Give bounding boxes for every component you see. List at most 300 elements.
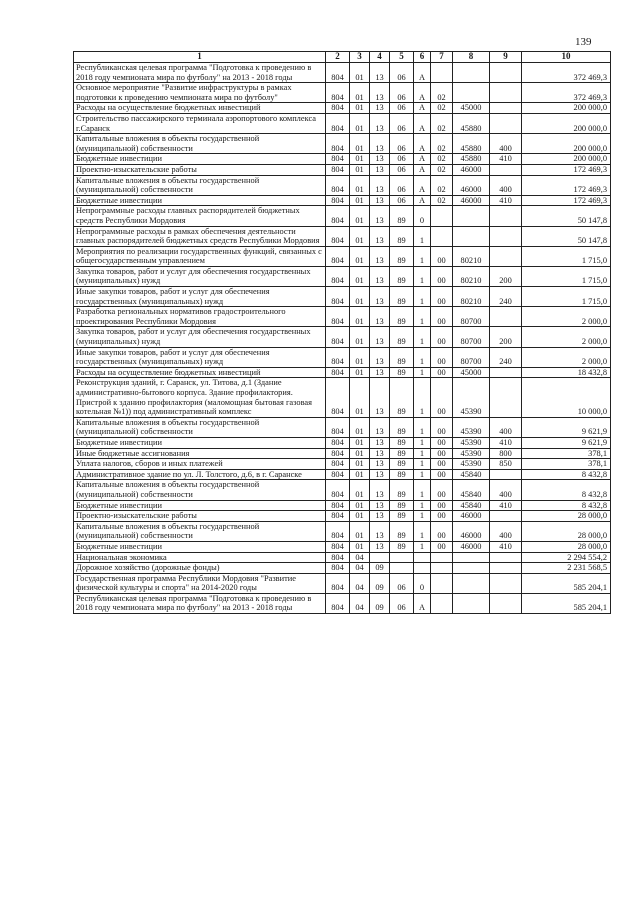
event-code-cell (431, 206, 453, 226)
ministry-code-cell: 804 (326, 541, 350, 552)
table-row (74, 154, 611, 165)
event-code-cell: 00 (431, 448, 453, 459)
event-code-cell (431, 63, 453, 83)
ministry-code-cell: 804 (326, 246, 350, 266)
row-name-cell: Национальная экономика (74, 552, 326, 563)
event-code-cell: 02 (431, 154, 453, 165)
table-header-row (74, 52, 611, 63)
direction-code-cell: 45880 (453, 113, 490, 133)
program-code-cell: 89 (390, 347, 414, 367)
program-code-cell: 06 (390, 175, 414, 195)
ministry-code-cell: 804 (326, 511, 350, 522)
row-name-cell: Закупка товаров, работ и услуг для обеспечения государственных (муниципальных) нужд (74, 327, 326, 347)
ministry-code-cell: 804 (326, 327, 350, 347)
event-code-cell: 02 (431, 164, 453, 175)
subprogram-code-cell: 1 (414, 500, 431, 511)
program-code-cell: 89 (390, 521, 414, 541)
event-code-cell: 00 (431, 347, 453, 367)
ministry-code-cell: 804 (326, 417, 350, 437)
subprogram-code-cell: 1 (414, 246, 431, 266)
direction-code-cell (453, 563, 490, 574)
subprogram-code-cell: 1 (414, 521, 431, 541)
program-code-cell (390, 552, 414, 563)
program-code-cell: 89 (390, 206, 414, 226)
amount-cell: 8 432,8 (522, 480, 611, 500)
program-code-cell: 06 (390, 593, 414, 613)
row-name-cell: Бюджетные инвестиции (74, 154, 326, 165)
expense-type-cell (490, 367, 522, 378)
amount-cell: 28 000,0 (522, 521, 611, 541)
table-row (74, 448, 611, 459)
amount-cell: 10 000,0 (522, 378, 611, 417)
subprogram-code-cell (414, 552, 431, 563)
subsection-code-cell: 13 (370, 459, 390, 470)
amount-cell: 172 469,3 (522, 195, 611, 206)
section-code-cell: 01 (350, 195, 370, 206)
direction-code-cell (453, 552, 490, 563)
ministry-code-cell: 804 (326, 63, 350, 83)
expense-type-cell (490, 378, 522, 417)
section-code-cell: 01 (350, 113, 370, 133)
subprogram-code-cell: 1 (414, 437, 431, 448)
table-row (74, 417, 611, 437)
subsection-code-cell: 13 (370, 195, 390, 206)
direction-code-cell: 80210 (453, 287, 490, 307)
section-code-cell: 01 (350, 327, 370, 347)
section-code-cell: 01 (350, 500, 370, 511)
amount-cell: 8 432,8 (522, 500, 611, 511)
expense-type-cell (490, 511, 522, 522)
table-row (74, 378, 611, 417)
subsection-code-cell (370, 552, 390, 563)
direction-code-cell: 45390 (453, 448, 490, 459)
table-row (74, 347, 611, 367)
expense-type-cell (490, 83, 522, 103)
direction-code-cell (453, 63, 490, 83)
expense-type-cell: 400 (490, 175, 522, 195)
row-name-cell: Иные закупки товаров, работ и услуг для обеспечения государственных (муниципальных) нужд (74, 287, 326, 307)
subprogram-code-cell: А (414, 83, 431, 103)
ministry-code-cell: 804 (326, 226, 350, 246)
row-name-cell: Республиканская целевая программа "Подготовка к проведению в 2018 году чемпионата мира по футболу" на 2013 - 2018 годы (74, 593, 326, 613)
expense-type-cell: 410 (490, 500, 522, 511)
subprogram-code-cell: 1 (414, 367, 431, 378)
section-code-cell: 01 (350, 175, 370, 195)
event-code-cell: 00 (431, 266, 453, 286)
table-row (74, 195, 611, 206)
program-code-cell: 06 (390, 83, 414, 103)
section-code-cell: 04 (350, 552, 370, 563)
table-row (74, 63, 611, 83)
amount-cell: 2 000,0 (522, 347, 611, 367)
program-code-cell: 89 (390, 287, 414, 307)
column-header: 8 (453, 52, 490, 63)
subsection-code-cell: 13 (370, 175, 390, 195)
table-row (74, 500, 611, 511)
section-code-cell: 01 (350, 378, 370, 417)
page-number: 139 (575, 36, 592, 48)
expense-type-cell (490, 113, 522, 133)
event-code-cell: 00 (431, 417, 453, 437)
subprogram-code-cell: 1 (414, 347, 431, 367)
expense-type-cell (490, 246, 522, 266)
table-row (74, 459, 611, 470)
ministry-code-cell: 804 (326, 103, 350, 114)
ministry-code-cell: 804 (326, 347, 350, 367)
direction-code-cell: 45390 (453, 417, 490, 437)
column-header: 7 (431, 52, 453, 63)
subsection-code-cell: 13 (370, 347, 390, 367)
direction-code-cell: 80700 (453, 327, 490, 347)
ministry-code-cell: 804 (326, 175, 350, 195)
direction-code-cell: 45390 (453, 378, 490, 417)
section-code-cell: 01 (350, 469, 370, 480)
row-name-cell: Реконструкция зданий, г. Саранск, ул. Титова, д.1 (Здание административно-бытового корпуса. Здание профилактория. Пристрой к зданию профилактория (маломощная бытовая газовая котельная №1)) под административный комплекс (74, 378, 326, 417)
subsection-code-cell: 13 (370, 500, 390, 511)
row-name-cell: Уплата налогов, сборов и иных платежей (74, 459, 326, 470)
event-code-cell (431, 573, 453, 593)
amount-cell: 50 147,8 (522, 206, 611, 226)
expense-type-cell: 400 (490, 417, 522, 437)
section-code-cell: 01 (350, 448, 370, 459)
direction-code-cell: 80210 (453, 266, 490, 286)
ministry-code-cell: 804 (326, 378, 350, 417)
ministry-code-cell: 804 (326, 206, 350, 226)
amount-cell: 2 000,0 (522, 307, 611, 327)
direction-code-cell: 80210 (453, 246, 490, 266)
row-name-cell: Капитальные вложения в объекты государственной (муниципальной) собственности (74, 175, 326, 195)
program-code-cell: 89 (390, 437, 414, 448)
direction-code-cell (453, 593, 490, 613)
row-name-cell: Мероприятия по реализации государственных функций, связанных с общегосударственным управлением (74, 246, 326, 266)
subprogram-code-cell: А (414, 134, 431, 154)
column-header: 10 (522, 52, 611, 63)
program-code-cell: 06 (390, 573, 414, 593)
amount-cell: 8 432,8 (522, 469, 611, 480)
row-name-cell: Капитальные вложения в объекты государственной (муниципальной) собственности (74, 417, 326, 437)
subprogram-code-cell: А (414, 154, 431, 165)
subprogram-code-cell: 1 (414, 378, 431, 417)
section-code-cell: 01 (350, 134, 370, 154)
program-code-cell: 89 (390, 367, 414, 378)
expense-type-cell (490, 164, 522, 175)
expense-type-cell: 410 (490, 541, 522, 552)
section-code-cell: 01 (350, 307, 370, 327)
subsection-code-cell: 09 (370, 563, 390, 574)
amount-cell: 28 000,0 (522, 511, 611, 522)
row-name-cell: Разработка региональных нормативов градостроительного проектирования Республики Мордовия (74, 307, 326, 327)
table-row (74, 103, 611, 114)
direction-code-cell (453, 226, 490, 246)
row-name-cell: Бюджетные инвестиции (74, 541, 326, 552)
subsection-code-cell: 13 (370, 246, 390, 266)
table-row (74, 573, 611, 593)
amount-cell: 28 000,0 (522, 541, 611, 552)
expense-type-cell (490, 307, 522, 327)
subsection-code-cell: 13 (370, 480, 390, 500)
subsection-code-cell: 13 (370, 469, 390, 480)
subsection-code-cell: 09 (370, 573, 390, 593)
row-name-cell: Непрограммные расходы главных распорядителей бюджетных средств Республики Мордовия (74, 206, 326, 226)
expense-type-cell (490, 226, 522, 246)
program-code-cell: 06 (390, 164, 414, 175)
amount-cell: 378,1 (522, 459, 611, 470)
subsection-code-cell: 13 (370, 266, 390, 286)
subprogram-code-cell: А (414, 103, 431, 114)
section-code-cell: 01 (350, 83, 370, 103)
event-code-cell: 02 (431, 113, 453, 133)
event-code-cell (431, 226, 453, 246)
amount-cell: 200 000,0 (522, 134, 611, 154)
program-code-cell: 89 (390, 307, 414, 327)
subsection-code-cell: 13 (370, 164, 390, 175)
section-code-cell: 01 (350, 480, 370, 500)
row-name-cell: Республиканская целевая программа "Подготовка к проведению в 2018 году чемпионата мира по футболу" на 2013 - 2018 годы (74, 63, 326, 83)
row-name-cell: Капитальные вложения в объекты государственной (муниципальной) собственности (74, 480, 326, 500)
section-code-cell: 04 (350, 563, 370, 574)
table-row (74, 175, 611, 195)
subprogram-code-cell: 1 (414, 327, 431, 347)
table-row (74, 83, 611, 103)
subprogram-code-cell: А (414, 593, 431, 613)
direction-code-cell: 46000 (453, 195, 490, 206)
column-header: 2 (326, 52, 350, 63)
ministry-code-cell: 804 (326, 134, 350, 154)
ministry-code-cell: 804 (326, 83, 350, 103)
event-code-cell: 00 (431, 541, 453, 552)
direction-code-cell: 46000 (453, 164, 490, 175)
subsection-code-cell: 13 (370, 448, 390, 459)
subsection-code-cell: 13 (370, 327, 390, 347)
amount-cell: 200 000,0 (522, 103, 611, 114)
expense-type-cell (490, 63, 522, 83)
section-code-cell: 04 (350, 593, 370, 613)
program-code-cell: 89 (390, 511, 414, 522)
row-name-cell: Проектно-изыскательские работы (74, 511, 326, 522)
event-code-cell: 02 (431, 195, 453, 206)
direction-code-cell: 45840 (453, 480, 490, 500)
expense-type-cell: 240 (490, 287, 522, 307)
subsection-code-cell: 13 (370, 134, 390, 154)
section-code-cell: 01 (350, 459, 370, 470)
event-code-cell: 00 (431, 437, 453, 448)
section-code-cell: 01 (350, 266, 370, 286)
table-row (74, 469, 611, 480)
event-code-cell: 02 (431, 83, 453, 103)
direction-code-cell: 46000 (453, 175, 490, 195)
table-row (74, 113, 611, 133)
expense-type-cell: 400 (490, 480, 522, 500)
row-name-cell: Иные бюджетные ассигнования (74, 448, 326, 459)
section-code-cell: 01 (350, 154, 370, 165)
table-row (74, 552, 611, 563)
program-code-cell: 89 (390, 448, 414, 459)
direction-code-cell: 45880 (453, 154, 490, 165)
section-code-cell: 01 (350, 437, 370, 448)
subprogram-code-cell: А (414, 195, 431, 206)
event-code-cell (431, 593, 453, 613)
event-code-cell: 00 (431, 459, 453, 470)
subsection-code-cell: 13 (370, 206, 390, 226)
amount-cell: 585 204,1 (522, 573, 611, 593)
amount-cell: 1 715,0 (522, 266, 611, 286)
table-row (74, 134, 611, 154)
subsection-code-cell: 13 (370, 521, 390, 541)
subprogram-code-cell: 1 (414, 448, 431, 459)
table-row (74, 367, 611, 378)
expense-type-cell: 410 (490, 437, 522, 448)
amount-cell: 18 432,8 (522, 367, 611, 378)
program-code-cell: 89 (390, 266, 414, 286)
amount-cell: 172 469,3 (522, 164, 611, 175)
amount-cell: 200 000,0 (522, 154, 611, 165)
subprogram-code-cell: 1 (414, 469, 431, 480)
program-code-cell: 89 (390, 226, 414, 246)
program-code-cell: 89 (390, 378, 414, 417)
event-code-cell: 00 (431, 511, 453, 522)
subsection-code-cell: 13 (370, 226, 390, 246)
direction-code-cell: 80700 (453, 347, 490, 367)
direction-code-cell: 45840 (453, 500, 490, 511)
section-code-cell: 01 (350, 164, 370, 175)
budget-table (73, 51, 611, 614)
program-code-cell: 06 (390, 195, 414, 206)
table-row (74, 521, 611, 541)
amount-cell: 1 715,0 (522, 287, 611, 307)
expense-type-cell: 800 (490, 448, 522, 459)
amount-cell: 9 621,9 (522, 437, 611, 448)
section-code-cell: 01 (350, 206, 370, 226)
table-row (74, 226, 611, 246)
direction-code-cell: 45840 (453, 469, 490, 480)
program-code-cell: 89 (390, 417, 414, 437)
section-code-cell: 01 (350, 521, 370, 541)
amount-cell: 372 469,3 (522, 63, 611, 83)
expense-type-cell: 200 (490, 266, 522, 286)
subprogram-code-cell: 0 (414, 206, 431, 226)
subsection-code-cell: 09 (370, 593, 390, 613)
section-code-cell: 04 (350, 573, 370, 593)
table-row (74, 511, 611, 522)
table-body (74, 52, 611, 614)
amount-cell: 585 204,1 (522, 593, 611, 613)
ministry-code-cell: 804 (326, 113, 350, 133)
column-header: 3 (350, 52, 370, 63)
row-name-cell: Дорожное хозяйство (дорожные фонды) (74, 563, 326, 574)
subprogram-code-cell: 1 (414, 511, 431, 522)
ministry-code-cell: 804 (326, 480, 350, 500)
ministry-code-cell: 804 (326, 563, 350, 574)
table-row (74, 287, 611, 307)
subprogram-code-cell: 0 (414, 573, 431, 593)
event-code-cell: 00 (431, 246, 453, 266)
subsection-code-cell: 13 (370, 287, 390, 307)
subprogram-code-cell: 1 (414, 459, 431, 470)
program-code-cell (390, 563, 414, 574)
program-code-cell: 89 (390, 500, 414, 511)
amount-cell: 2 000,0 (522, 327, 611, 347)
amount-cell: 172 469,3 (522, 175, 611, 195)
subsection-code-cell: 13 (370, 378, 390, 417)
row-name-cell: Непрограммные расходы в рамках обеспечения деятельности главных распорядителей бюджетных средств Республики Мордовия (74, 226, 326, 246)
subsection-code-cell: 13 (370, 63, 390, 83)
table-row (74, 593, 611, 613)
table-row (74, 246, 611, 266)
row-name-cell: Закупка товаров, работ и услуг для обеспечения государственных (муниципальных) нужд (74, 266, 326, 286)
event-code-cell: 00 (431, 307, 453, 327)
subprogram-code-cell: А (414, 164, 431, 175)
event-code-cell: 00 (431, 500, 453, 511)
ministry-code-cell: 804 (326, 287, 350, 307)
section-code-cell: 01 (350, 246, 370, 266)
column-header: 4 (370, 52, 390, 63)
expense-type-cell: 240 (490, 347, 522, 367)
table-row (74, 541, 611, 552)
ministry-code-cell: 804 (326, 593, 350, 613)
row-name-cell: Расходы на осуществление бюджетных инвестиций (74, 367, 326, 378)
subsection-code-cell: 13 (370, 103, 390, 114)
section-code-cell: 01 (350, 287, 370, 307)
table-row (74, 164, 611, 175)
event-code-cell (431, 563, 453, 574)
expense-type-cell: 850 (490, 459, 522, 470)
event-code-cell: 00 (431, 287, 453, 307)
subprogram-code-cell: А (414, 63, 431, 83)
subprogram-code-cell (414, 563, 431, 574)
table-row (74, 327, 611, 347)
direction-code-cell: 46000 (453, 541, 490, 552)
event-code-cell: 00 (431, 480, 453, 500)
expense-type-cell (490, 469, 522, 480)
direction-code-cell (453, 206, 490, 226)
program-code-cell: 89 (390, 327, 414, 347)
ministry-code-cell: 804 (326, 164, 350, 175)
row-name-cell: Бюджетные инвестиции (74, 437, 326, 448)
subsection-code-cell: 13 (370, 154, 390, 165)
expense-type-cell (490, 573, 522, 593)
subsection-code-cell: 13 (370, 541, 390, 552)
event-code-cell: 02 (431, 175, 453, 195)
ministry-code-cell: 804 (326, 266, 350, 286)
table-row (74, 563, 611, 574)
row-name-cell: Капитальные вложения в объекты государственной (муниципальной) собственности (74, 134, 326, 154)
subprogram-code-cell: 1 (414, 226, 431, 246)
program-code-cell: 89 (390, 246, 414, 266)
row-name-cell: Иные закупки товаров, работ и услуг для обеспечения государственных (муниципальных) нужд (74, 347, 326, 367)
direction-code-cell: 45880 (453, 134, 490, 154)
subsection-code-cell: 13 (370, 113, 390, 133)
subprogram-code-cell: А (414, 175, 431, 195)
direction-code-cell (453, 573, 490, 593)
expense-type-cell (490, 563, 522, 574)
program-code-cell: 89 (390, 541, 414, 552)
row-name-cell: Административное здание по ул. Л. Толстого, д.6, в г. Саранске (74, 469, 326, 480)
ministry-code-cell: 804 (326, 195, 350, 206)
amount-cell: 9 621,9 (522, 417, 611, 437)
section-code-cell: 01 (350, 63, 370, 83)
event-code-cell: 00 (431, 378, 453, 417)
section-code-cell: 01 (350, 367, 370, 378)
ministry-code-cell: 804 (326, 573, 350, 593)
expense-type-cell: 410 (490, 154, 522, 165)
row-name-cell: Расходы на осуществление бюджетных инвестиций (74, 103, 326, 114)
event-code-cell: 00 (431, 521, 453, 541)
program-code-cell: 89 (390, 469, 414, 480)
direction-code-cell: 45390 (453, 459, 490, 470)
event-code-cell: 00 (431, 327, 453, 347)
amount-cell: 1 715,0 (522, 246, 611, 266)
amount-cell: 372 469,3 (522, 83, 611, 103)
